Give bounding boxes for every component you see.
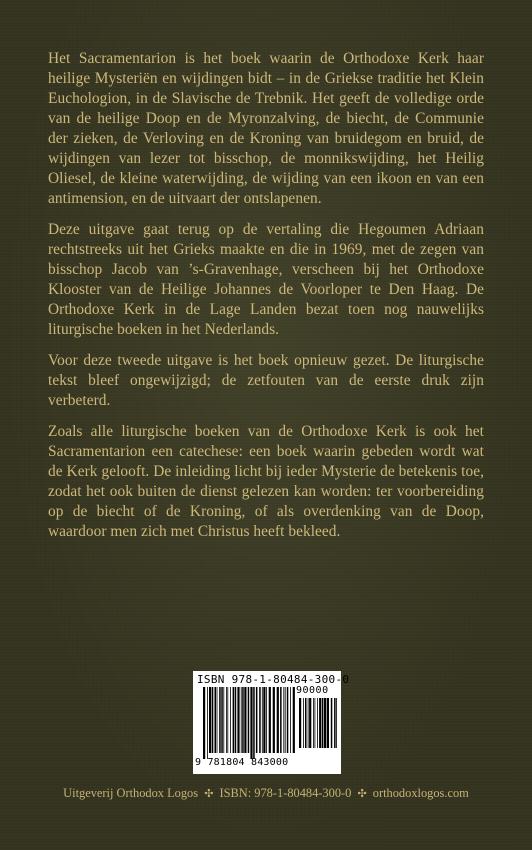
barcode-digits: 9 781804 843000: [195, 757, 289, 768]
footer-separator-2: ✣: [357, 788, 367, 800]
barcode-addon-digits: 90000: [296, 685, 329, 696]
footer-publisher: Uitgeverij Orthodox Logos: [63, 786, 199, 800]
footer-isbn: ISBN: 978-1-80484-300-0: [219, 786, 352, 800]
addon-bars: [299, 698, 337, 754]
blurb-paragraph-4: Zoals alle liturgische boeken van de Orthodoxe Kerk is ook het Sacramentarion een catechese: een boek waarin gebeden wordt wat de Kerk gelooft. De inleiding licht bij ieder Mysterie de betekenis toe, zodat het ook buiten de dienst gelezen kan worden: ter voorbereiding op de biecht of de Kroning, of als overdenking van de Doop, waardoor men zich met Christus heeft bekleed.: [48, 423, 484, 540]
ean13-bars: [203, 687, 295, 759]
footer: [0, 786, 532, 801]
footer-separator-1: ✣: [204, 788, 214, 800]
blurb: [48, 49, 484, 553]
barcode-isbn-label: ISBN 978-1-80484-300-0: [197, 673, 350, 686]
blurb-paragraph-1: Het Sacramentarion is het boek waarin de Orthodoxe Kerk haar heilige Mysteriën en wijdingen bidt – in de Griekse traditie het Klein Euchologion, in de Slavische de Trebnik. Het geeft de volledige orde van de heilige Doop en de Myronzalving, de biecht, de Communie der zieken, de Verloving en de Kroning van bruidegom en bruid, de wijdingen van lezer tot bisschop, de monnikswijding, het Heilig Oliesel, de kleine waterwijding, de wijding van een ikoon en van een antimension, en de uitvaart der ontslapenen.: [48, 50, 484, 207]
blurb-paragraph-3: Voor deze tweede uitgave is het boek opnieuw gezet. De liturgische tekst bleef ongewijzigd; de zetfouten van de eerste druk zijn verbeterd.: [48, 352, 484, 409]
blurb-paragraph-2: Deze uitgave gaat terug op de vertaling die Hegoumen Adriaan rechtstreeks uit het Grieks maakte en die in 1969, met de zegen van bisschop Jacob van ’s-Gravenhage, verscheen bij het Orthodoxe Klooster van de Heilige Johannes de Voorloper te Den Haag. De Orthodoxe Kerk in de Lage Landen bezat toen nog nauwelijks liturgische boeken in het Nederlands.: [48, 221, 484, 338]
isbn-barcode: [193, 671, 350, 774]
footer-website: orthodoxlogos.com: [372, 786, 469, 800]
